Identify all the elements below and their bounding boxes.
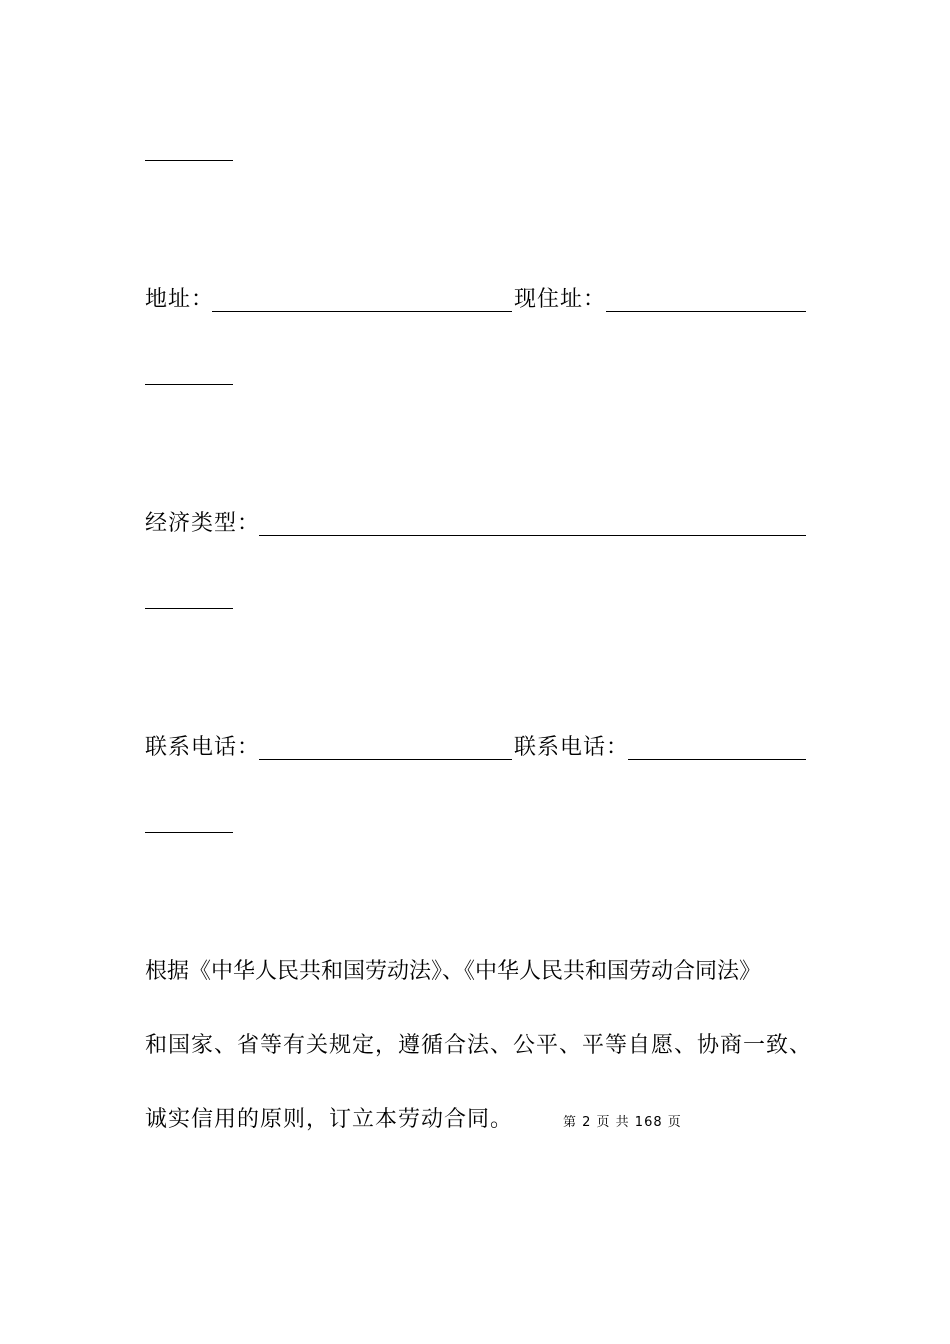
address-blank-continuation[interactable] <box>145 384 233 385</box>
paragraph-line-3: 诚实信用的原则，订立本劳动合同。 <box>145 1107 514 1132</box>
phone-blank-continuation[interactable] <box>145 832 233 833</box>
economic-type-blank[interactable] <box>259 535 806 536</box>
phone-blank-2[interactable] <box>628 759 806 760</box>
current-address-blank[interactable] <box>606 311 806 312</box>
address-blank[interactable] <box>212 311 512 312</box>
phone-label-2: 联系电话： <box>514 735 630 760</box>
phone-label-1: 联系电话： <box>145 735 261 760</box>
paragraph-line-1: 根据《中华人民共和国劳动法》、《中华人民共和国劳动合同法》 <box>145 959 762 984</box>
economic-type-blank-continuation[interactable] <box>145 608 233 609</box>
paragraph-line-2: 和国家、省等有关规定，遵循合法、公平、平等自愿、协商一致、 <box>145 1033 813 1058</box>
blank-line-continuation[interactable] <box>145 160 233 161</box>
address-label: 地址： <box>145 287 215 312</box>
current-address-label: 现住址： <box>514 287 607 312</box>
phone-blank-1[interactable] <box>259 759 512 760</box>
economic-type-label: 经济类型： <box>145 511 261 536</box>
page-number: 第 2 页 共 168 页 <box>563 1115 682 1130</box>
